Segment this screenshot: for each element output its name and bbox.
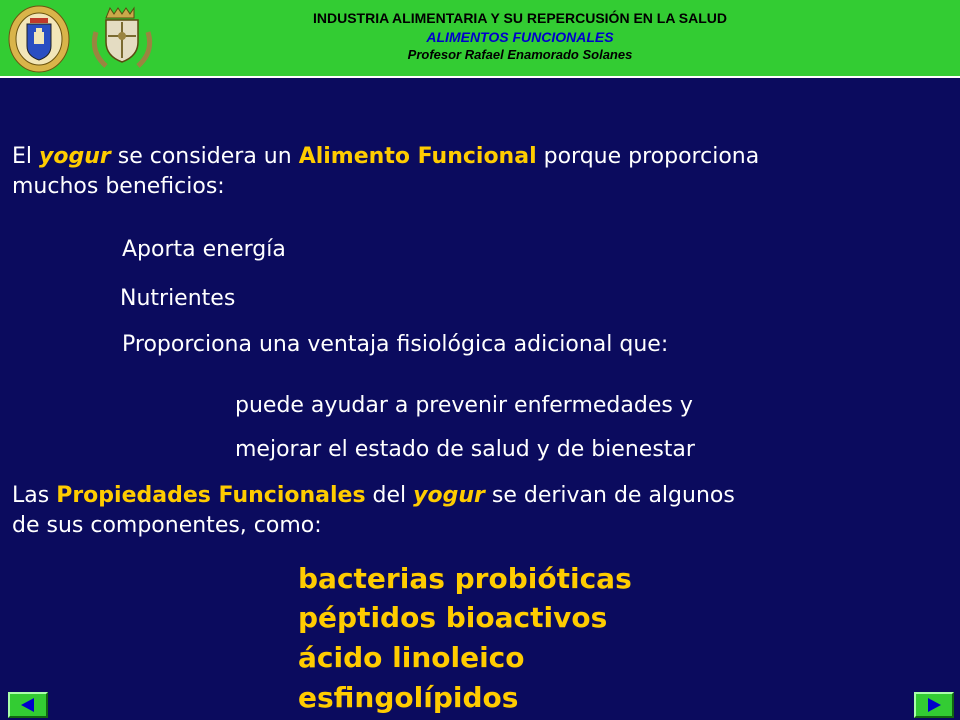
course-title: INDUSTRIA ALIMENTARIA Y SU REPERCUSIÓN EN LA SALUD xyxy=(312,10,728,26)
coat-of-arms-logo xyxy=(88,4,156,74)
previous-slide-button[interactable] xyxy=(8,692,48,718)
properties-text: Las xyxy=(12,483,57,508)
professor-name: Profesor Rafael Enamorado Solanes xyxy=(407,47,633,62)
header-bar xyxy=(0,0,960,78)
university-seal-logo xyxy=(8,4,70,74)
intro-text: porque proporciona xyxy=(536,144,760,169)
intro-yogur-highlight: yogur xyxy=(39,144,111,169)
topic-title: ALIMENTOS FUNCIONALES xyxy=(426,29,614,45)
component-item: péptidos bioactivos xyxy=(298,601,608,634)
sub-benefit-item: mejorar el estado de salud y de bienestar xyxy=(235,437,695,462)
properties-paragraph xyxy=(12,481,942,541)
arrow-left-icon xyxy=(18,697,38,713)
properties-yogur-highlight: yogur xyxy=(413,483,485,508)
intro-alimento-funcional-highlight: Alimento Funcional xyxy=(298,144,537,169)
next-slide-button[interactable] xyxy=(914,692,954,718)
properties-highlight: Propiedades Funcionales xyxy=(56,483,366,508)
benefit-item: Proporciona una ventaja fisiológica adicional que: xyxy=(122,332,669,357)
intro-paragraph xyxy=(12,142,942,202)
benefit-item: Aporta energía xyxy=(122,237,286,262)
benefit-item: Nutrientes xyxy=(120,286,236,311)
component-item: esfingolípidos xyxy=(298,681,519,714)
properties-text: se derivan de algunos xyxy=(484,483,735,508)
sub-benefit-item: puede ayudar a prevenir enfermedades y xyxy=(235,393,693,418)
intro-text: El xyxy=(12,144,40,169)
arrow-right-icon xyxy=(924,697,944,713)
header-text xyxy=(180,8,860,64)
properties-text: del xyxy=(365,483,414,508)
intro-line2: muchos beneficios: xyxy=(12,174,225,199)
intro-text: se considera un xyxy=(110,144,299,169)
properties-line2: de sus componentes, como: xyxy=(12,513,322,538)
component-item: ácido linoleico xyxy=(298,641,525,674)
component-item: bacterias probióticas xyxy=(298,562,632,595)
